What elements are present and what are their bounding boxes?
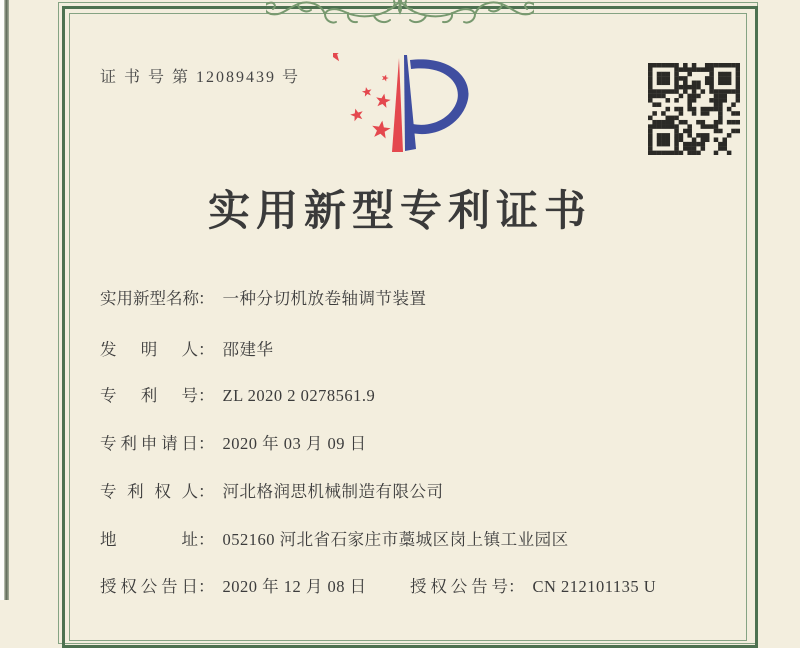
field-label: 授权公告号: [410, 577, 508, 596]
field-label: 地址: [100, 530, 198, 549]
field-row-inventor: [100, 336, 274, 360]
certificate-title: 实用新型专利证书: [207, 189, 592, 235]
field-colon: ：: [198, 434, 215, 453]
field-row-grant-number: [410, 573, 656, 597]
field-colon: ：: [198, 530, 215, 549]
field-label: 发明人: [100, 340, 198, 359]
field-value: 052160 河北省石家庄市藁城区岗上镇工业园区: [222, 530, 569, 549]
field-label: 实用新型名称: [100, 289, 199, 308]
field-row-filing-date: [100, 430, 367, 454]
green-scroll-flourish-icon: [266, 0, 534, 25]
field-label: 专利号: [100, 386, 198, 405]
field-value: ZL 2020 2 0278561.9: [222, 386, 376, 405]
field-value: CN 212101135 U: [532, 577, 657, 596]
field-value: 一种分切机放卷轴调节装置: [222, 289, 427, 308]
field-label: 专利权人: [100, 482, 198, 501]
qr-code: [648, 63, 740, 155]
field-row-name: [100, 285, 427, 309]
page-edge-shadow: [4, 0, 9, 600]
field-value: 2020 年 03 月 09 日: [222, 434, 367, 453]
field-label: 授权公告日: [100, 577, 198, 596]
field-colon: ：: [198, 289, 215, 308]
certificate-number: 证 书 号 第 12089439 号: [100, 69, 301, 86]
field-row-patent-number: [100, 382, 375, 406]
field-colon: ：: [508, 577, 525, 596]
field-row-grant-date: [100, 573, 367, 597]
field-colon: ：: [198, 482, 215, 501]
field-value: 河北格润思机械制造有限公司: [222, 482, 444, 501]
field-row-patentee: [100, 478, 444, 502]
field-colon: ：: [198, 577, 215, 596]
field-row-address: [100, 526, 569, 550]
field-value: 邵建华: [222, 340, 274, 359]
field-colon: ：: [198, 386, 215, 405]
field-value: 2020 年 12 月 08 日: [222, 577, 367, 596]
field-colon: ：: [198, 340, 215, 359]
cnipa-patent-logo-icon: [333, 53, 483, 165]
field-label: 专利申请日: [100, 434, 198, 453]
